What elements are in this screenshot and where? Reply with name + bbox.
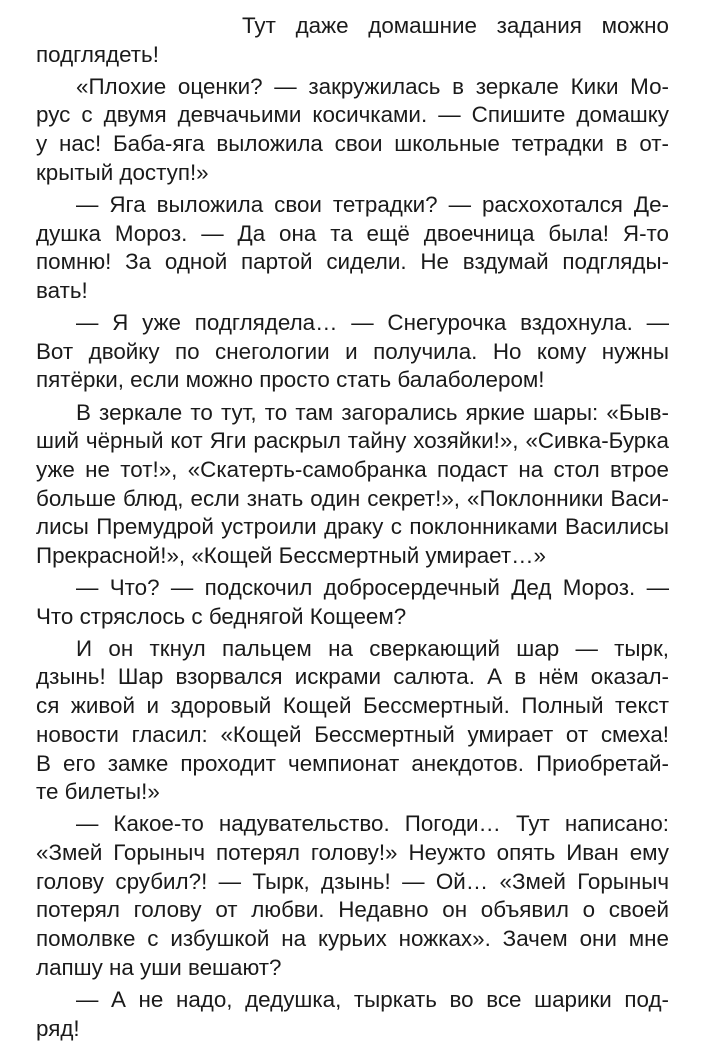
text-line: В его замке проходит чемпионат анекдотов. Приобретай- [36, 750, 669, 779]
text-line: Что стряслось с беднягой Кощеем? [36, 603, 669, 632]
text-line: — Какое-то надувательство. Погоди… Тут написано: [36, 810, 669, 839]
text-line: — Что? — подскочил добросердечный Дед Мороз. — [36, 574, 669, 603]
text-line: новости гласил: «Кощей Бессмертный умирает от смеха! [36, 721, 669, 750]
text-line: ший чёрный кот Яги раскрыл тайну хозяйки!», «Сивка-Бурка [36, 427, 669, 456]
text-line: уже не тот!», «Скатерть-самобранка подаст на стол втрое [36, 456, 669, 485]
text-line: помню! За одной партой сидели. Не вздумай подгляды- [36, 248, 669, 277]
text-line: рус с двумя девчачьими косичками. — Спишите домашку [36, 101, 669, 130]
text-line: подглядеть! [36, 41, 669, 70]
text-line: «Змей Горыныч потерял голову!» Неужто опять Иван ему [36, 839, 669, 868]
text-line: вать! [36, 277, 669, 306]
text-line: душка Мороз. — Да она та ещё двоечница была! Я-то [36, 220, 669, 249]
text-line: крытый доступ!» [36, 159, 669, 188]
text-line: голову срубил?! — Тырк, дзынь! — Ой… «Змей Горыныч [36, 868, 669, 897]
text-line: дзынь! Шар взорвался искрами салюта. А в нём оказал- [36, 663, 669, 692]
text-line: Прекрасной!», «Кощей Бессмертный умирает…» [36, 542, 669, 571]
paragraph [36, 73, 669, 188]
text-line: больше блюд, если знать один секрет!», «Поклонники Васи- [36, 485, 669, 514]
text-line: — Я уже подглядела… — Снегурочка вздохнула. — [36, 309, 669, 338]
paragraph [36, 986, 669, 1043]
text-line: помолвке с избушкой на курьих ножках». Зачем они мне [36, 925, 669, 954]
paragraph [36, 399, 669, 571]
paragraph [36, 12, 669, 69]
paragraph [36, 309, 669, 395]
paragraph [36, 191, 669, 306]
text-line: ся живой и здоровый Кощей Бессмертный. Полный текст [36, 692, 669, 721]
text-line: — А не надо, дедушка, тыркать во все шарики под- [36, 986, 669, 1015]
text-line: И он ткнул пальцем на сверкающий шар — тырк, [36, 635, 669, 664]
text-line: потерял голову от любви. Недавно он объявил о своей [36, 896, 669, 925]
paragraph [36, 635, 669, 807]
text-line: те билеты!» [36, 778, 669, 807]
paragraph [36, 574, 669, 631]
text-line: — Яга выложила свои тетрадки? — расхохотался Де- [36, 191, 669, 220]
text-line: В зеркале то тут, то там загорались яркие шары: «Быв- [36, 399, 669, 428]
text-line: лапшу на уши вешают? [36, 954, 669, 983]
text-line: ряд! [36, 1015, 669, 1043]
text-line: Тут даже домашние задания можно [36, 12, 669, 41]
text-line: Вот двойку по снегологии и получила. Но кому нужны [36, 338, 669, 367]
text-line: у нас! Баба-яга выложила свои школьные тетрадки в от- [36, 130, 669, 159]
text-line: «Плохие оценки? — закружилась в зеркале Кики Мо- [36, 73, 669, 102]
paragraph [36, 810, 669, 982]
text-line: пятёрки, если можно просто стать балаболером! [36, 366, 669, 395]
text-line: лисы Премудрой устроили драку с поклонниками Василисы [36, 513, 669, 542]
book-page [36, 12, 669, 1043]
